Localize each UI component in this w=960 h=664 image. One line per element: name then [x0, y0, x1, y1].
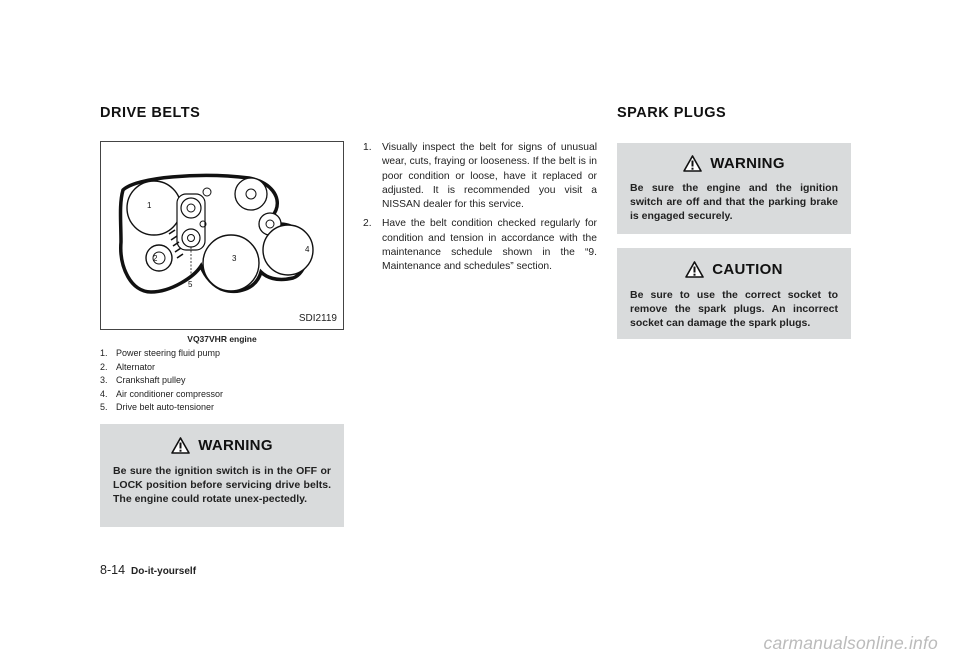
callout-1: 1 [147, 201, 152, 210]
belt-routing-illustration [101, 142, 343, 329]
legend-item: 3. Crankshaft pulley [100, 375, 186, 385]
page-number: 8-14 [100, 563, 126, 577]
legend-item: 4. Air conditioner compressor [100, 388, 224, 399]
caution-text: Be sure to use the correct socket to remove the spark plugs. An incorrect socket can damage the spark plugs. [630, 289, 838, 329]
callout-4: 4 [305, 245, 310, 254]
component-legend [100, 347, 344, 415]
callout-3: 3 [232, 254, 237, 263]
section-name: Do-it-yourself [131, 566, 197, 577]
warning-title: WARNING [710, 154, 785, 172]
warning-title: WARNING [198, 436, 273, 454]
list-item: 1. Visually inspect the belt for signs of unusual wear, cuts, fraying or looseness. If the belt is in poor condition or loose, have it replaced or adjusted. It is recommended you visit a NISSAN dealer for this service. [363, 142, 597, 211]
watermark: carmanualsonline.info [763, 633, 938, 653]
warning-text: Be sure the ignition switch is in the OFF or LOCK position before servicing drive belts. The engine could rotate unex-pectedly. [113, 465, 331, 505]
legend-item: 2. Alternator [100, 361, 156, 372]
warning-triangle-icon [683, 155, 702, 172]
figure-caption: VQ37VHR engine [187, 334, 257, 344]
warning-text: Be sure the engine and the ignition switch are off and that the parking brake is engaged securely. [630, 182, 838, 222]
drive-belts-heading: DRIVE BELTS [100, 105, 201, 121]
belt-inspection-steps [363, 141, 597, 280]
spark-plugs-heading: SPARK PLUGS [617, 105, 727, 121]
caution-triangle-icon [685, 261, 704, 278]
spark-plug-warning-box [617, 143, 851, 234]
belt-warning-box [100, 424, 344, 527]
spark-plug-caution-box [617, 248, 851, 339]
list-item: 2. Have the belt condition checked regularly for condition and tension in accordance with the maintenance schedule shown in the “9. Maintenance and schedules” section. [363, 218, 597, 273]
legend-item: 1. Power steering fluid pump [100, 348, 221, 358]
figure-id: SDI2119 [298, 313, 337, 324]
caution-title: CAUTION [712, 260, 783, 278]
page-footer [100, 563, 196, 577]
legend-item: 5. Drive belt auto-tensioner [100, 402, 215, 412]
warning-triangle-icon [171, 437, 190, 454]
callout-2: 2 [153, 254, 158, 263]
callout-5: 5 [188, 280, 193, 289]
drive-belt-diagram [100, 141, 344, 330]
